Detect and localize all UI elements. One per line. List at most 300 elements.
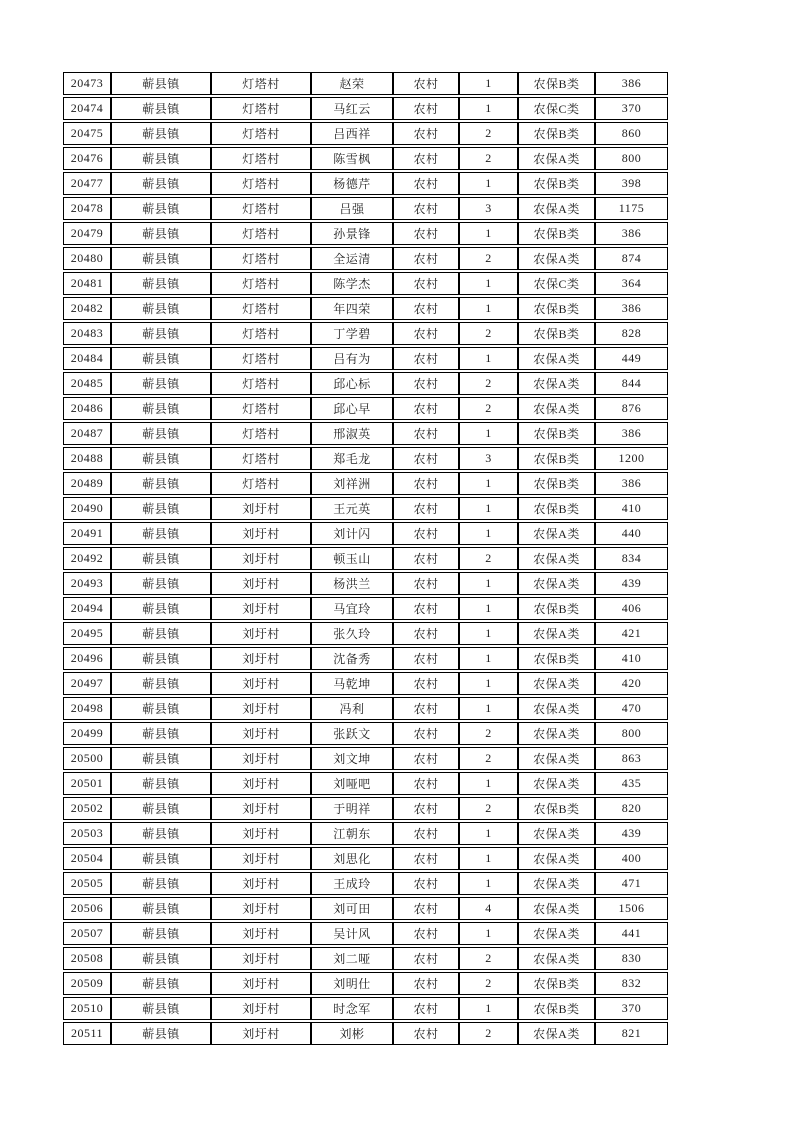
table-row	[63, 697, 668, 720]
cell-person-count: 1	[459, 497, 518, 520]
cell-insurance-category: 农保C类	[518, 97, 595, 120]
cell-residence-type: 农村	[393, 572, 459, 595]
cell-serial-number: 20504	[63, 847, 111, 870]
cell-serial-number: 20486	[63, 397, 111, 420]
table-row	[63, 1022, 668, 1045]
cell-insurance-category: 农保A类	[518, 697, 595, 720]
cell-amount: 832	[595, 972, 668, 995]
cell-person-name: 冯利	[311, 697, 393, 720]
cell-serial-number: 20496	[63, 647, 111, 670]
cell-town: 蕲县镇	[111, 372, 211, 395]
cell-amount: 471	[595, 872, 668, 895]
cell-insurance-category: 农保A类	[518, 672, 595, 695]
cell-village: 刘圩村	[211, 697, 311, 720]
cell-serial-number: 20477	[63, 172, 111, 195]
cell-village: 灯塔村	[211, 72, 311, 95]
cell-person-count: 1	[459, 272, 518, 295]
cell-village: 灯塔村	[211, 347, 311, 370]
cell-village: 刘圩村	[211, 922, 311, 945]
cell-residence-type: 农村	[393, 472, 459, 495]
cell-town: 蕲县镇	[111, 547, 211, 570]
cell-residence-type: 农村	[393, 697, 459, 720]
cell-person-name: 王成玲	[311, 872, 393, 895]
cell-person-name: 刘二哑	[311, 947, 393, 970]
cell-town: 蕲县镇	[111, 147, 211, 170]
cell-town: 蕲县镇	[111, 572, 211, 595]
cell-residence-type: 农村	[393, 897, 459, 920]
table-row	[63, 272, 668, 295]
cell-town: 蕲县镇	[111, 722, 211, 745]
cell-person-count: 2	[459, 322, 518, 345]
cell-residence-type: 农村	[393, 872, 459, 895]
cell-person-name: 吕西祥	[311, 122, 393, 145]
cell-person-name: 刘计闪	[311, 522, 393, 545]
cell-village: 灯塔村	[211, 147, 311, 170]
cell-village: 灯塔村	[211, 322, 311, 345]
cell-serial-number: 20483	[63, 322, 111, 345]
table-row	[63, 622, 668, 645]
cell-amount: 863	[595, 747, 668, 770]
table-row	[63, 397, 668, 420]
cell-serial-number: 20487	[63, 422, 111, 445]
cell-serial-number: 20505	[63, 872, 111, 895]
cell-village: 灯塔村	[211, 122, 311, 145]
cell-town: 蕲县镇	[111, 972, 211, 995]
cell-town: 蕲县镇	[111, 522, 211, 545]
cell-person-count: 1	[459, 472, 518, 495]
cell-village: 灯塔村	[211, 372, 311, 395]
cell-person-count: 2	[459, 947, 518, 970]
table-row	[63, 547, 668, 570]
cell-village: 刘圩村	[211, 822, 311, 845]
cell-insurance-category: 农保A类	[518, 747, 595, 770]
cell-village: 刘圩村	[211, 997, 311, 1020]
cell-person-count: 1	[459, 997, 518, 1020]
cell-amount: 410	[595, 647, 668, 670]
cell-serial-number: 20501	[63, 772, 111, 795]
cell-insurance-category: 农保A类	[518, 247, 595, 270]
cell-person-name: 邱心早	[311, 397, 393, 420]
cell-person-name: 吕强	[311, 197, 393, 220]
cell-town: 蕲县镇	[111, 647, 211, 670]
cell-town: 蕲县镇	[111, 447, 211, 470]
cell-insurance-category: 农保B类	[518, 322, 595, 345]
cell-town: 蕲县镇	[111, 1022, 211, 1045]
cell-person-count: 2	[459, 972, 518, 995]
cell-residence-type: 农村	[393, 147, 459, 170]
cell-person-count: 1	[459, 622, 518, 645]
cell-person-name: 陈雪枫	[311, 147, 393, 170]
cell-person-count: 1	[459, 597, 518, 620]
cell-residence-type: 农村	[393, 672, 459, 695]
cell-amount: 400	[595, 847, 668, 870]
table-row	[63, 722, 668, 745]
cell-serial-number: 20503	[63, 822, 111, 845]
cell-person-name: 张跃文	[311, 722, 393, 745]
cell-village: 刘圩村	[211, 797, 311, 820]
cell-town: 蕲县镇	[111, 897, 211, 920]
cell-village: 灯塔村	[211, 297, 311, 320]
table-row	[63, 772, 668, 795]
cell-village: 灯塔村	[211, 172, 311, 195]
cell-village: 灯塔村	[211, 272, 311, 295]
cell-village: 刘圩村	[211, 647, 311, 670]
cell-person-count: 1	[459, 222, 518, 245]
cell-serial-number: 20476	[63, 147, 111, 170]
cell-person-name: 吴计风	[311, 922, 393, 945]
cell-insurance-category: 农保B类	[518, 172, 595, 195]
cell-residence-type: 农村	[393, 347, 459, 370]
cell-amount: 441	[595, 922, 668, 945]
cell-village: 刘圩村	[211, 847, 311, 870]
table-row	[63, 822, 668, 845]
cell-residence-type: 农村	[393, 197, 459, 220]
cell-person-name: 孙景锋	[311, 222, 393, 245]
cell-amount: 406	[595, 597, 668, 620]
cell-town: 蕲县镇	[111, 247, 211, 270]
cell-person-count: 1	[459, 772, 518, 795]
table-row	[63, 997, 668, 1020]
cell-person-name: 邢淑英	[311, 422, 393, 445]
cell-person-name: 刘哑吧	[311, 772, 393, 795]
cell-person-count: 1	[459, 847, 518, 870]
cell-residence-type: 农村	[393, 1022, 459, 1045]
cell-amount: 834	[595, 547, 668, 570]
cell-person-count: 3	[459, 197, 518, 220]
cell-person-name: 顿玉山	[311, 547, 393, 570]
cell-person-name: 江朝东	[311, 822, 393, 845]
cell-residence-type: 农村	[393, 397, 459, 420]
table-row	[63, 97, 668, 120]
cell-insurance-category: 农保B类	[518, 222, 595, 245]
cell-town: 蕲县镇	[111, 347, 211, 370]
cell-village: 灯塔村	[211, 197, 311, 220]
cell-residence-type: 农村	[393, 522, 459, 545]
cell-residence-type: 农村	[393, 822, 459, 845]
cell-serial-number: 20502	[63, 797, 111, 820]
cell-person-count: 1	[459, 697, 518, 720]
cell-town: 蕲县镇	[111, 97, 211, 120]
cell-insurance-category: 农保A类	[518, 397, 595, 420]
cell-person-count: 2	[459, 547, 518, 570]
cell-insurance-category: 农保A类	[518, 722, 595, 745]
cell-person-name: 刘可田	[311, 897, 393, 920]
cell-insurance-category: 农保A类	[518, 822, 595, 845]
cell-amount: 420	[595, 672, 668, 695]
cell-amount: 820	[595, 797, 668, 820]
cell-serial-number: 20507	[63, 922, 111, 945]
cell-amount: 830	[595, 947, 668, 970]
cell-person-count: 1	[459, 822, 518, 845]
cell-insurance-category: 农保C类	[518, 272, 595, 295]
cell-town: 蕲县镇	[111, 847, 211, 870]
cell-amount: 449	[595, 347, 668, 370]
cell-person-count: 2	[459, 747, 518, 770]
cell-person-name: 年四荣	[311, 297, 393, 320]
cell-residence-type: 农村	[393, 97, 459, 120]
cell-insurance-category: 农保B类	[518, 297, 595, 320]
cell-residence-type: 农村	[393, 247, 459, 270]
cell-person-count: 2	[459, 797, 518, 820]
cell-serial-number: 20488	[63, 447, 111, 470]
cell-serial-number: 20499	[63, 722, 111, 745]
cell-village: 刘圩村	[211, 747, 311, 770]
cell-insurance-category: 农保A类	[518, 872, 595, 895]
cell-person-name: 刘祥洲	[311, 472, 393, 495]
cell-village: 灯塔村	[211, 247, 311, 270]
cell-person-name: 马宜玲	[311, 597, 393, 620]
cell-amount: 386	[595, 297, 668, 320]
cell-town: 蕲县镇	[111, 697, 211, 720]
cell-serial-number: 20510	[63, 997, 111, 1020]
cell-town: 蕲县镇	[111, 397, 211, 420]
cell-town: 蕲县镇	[111, 222, 211, 245]
cell-insurance-category: 农保B类	[518, 997, 595, 1020]
cell-serial-number: 20506	[63, 897, 111, 920]
cell-amount: 828	[595, 322, 668, 345]
cell-residence-type: 农村	[393, 797, 459, 820]
cell-residence-type: 农村	[393, 772, 459, 795]
table-row	[63, 297, 668, 320]
cell-insurance-category: 农保A类	[518, 197, 595, 220]
cell-person-count: 1	[459, 297, 518, 320]
cell-person-count: 2	[459, 247, 518, 270]
cell-village: 灯塔村	[211, 222, 311, 245]
cell-amount: 386	[595, 472, 668, 495]
cell-insurance-category: 农保A类	[518, 1022, 595, 1045]
cell-town: 蕲县镇	[111, 997, 211, 1020]
cell-amount: 874	[595, 247, 668, 270]
cell-serial-number: 20495	[63, 622, 111, 645]
cell-serial-number: 20493	[63, 572, 111, 595]
cell-village: 刘圩村	[211, 972, 311, 995]
cell-serial-number: 20478	[63, 197, 111, 220]
cell-serial-number: 20474	[63, 97, 111, 120]
cell-town: 蕲县镇	[111, 872, 211, 895]
cell-residence-type: 农村	[393, 422, 459, 445]
cell-town: 蕲县镇	[111, 747, 211, 770]
cell-person-count: 1	[459, 422, 518, 445]
cell-insurance-category: 农保B类	[518, 497, 595, 520]
cell-person-name: 张久玲	[311, 622, 393, 645]
cell-residence-type: 农村	[393, 172, 459, 195]
cell-insurance-category: 农保A类	[518, 922, 595, 945]
cell-amount: 1175	[595, 197, 668, 220]
table-row	[63, 247, 668, 270]
table-row	[63, 222, 668, 245]
cell-amount: 435	[595, 772, 668, 795]
table-row	[63, 647, 668, 670]
cell-village: 刘圩村	[211, 897, 311, 920]
table-row	[63, 922, 668, 945]
cell-residence-type: 农村	[393, 122, 459, 145]
cell-town: 蕲县镇	[111, 822, 211, 845]
cell-town: 蕲县镇	[111, 422, 211, 445]
cell-insurance-category: 农保A类	[518, 147, 595, 170]
cell-village: 刘圩村	[211, 672, 311, 695]
table-row	[63, 847, 668, 870]
cell-residence-type: 农村	[393, 222, 459, 245]
cell-amount: 1506	[595, 897, 668, 920]
cell-insurance-category: 农保B类	[518, 447, 595, 470]
table-row	[63, 497, 668, 520]
cell-village: 灯塔村	[211, 447, 311, 470]
cell-person-count: 1	[459, 172, 518, 195]
cell-amount: 470	[595, 697, 668, 720]
cell-residence-type: 农村	[393, 747, 459, 770]
cell-insurance-category: 农保B类	[518, 972, 595, 995]
cell-person-name: 王元英	[311, 497, 393, 520]
cell-person-name: 刘思化	[311, 847, 393, 870]
cell-town: 蕲县镇	[111, 272, 211, 295]
cell-person-name: 赵荣	[311, 72, 393, 95]
cell-amount: 800	[595, 147, 668, 170]
table-row	[63, 197, 668, 220]
cell-person-name: 刘明仕	[311, 972, 393, 995]
cell-town: 蕲县镇	[111, 472, 211, 495]
cell-town: 蕲县镇	[111, 597, 211, 620]
table-row	[63, 522, 668, 545]
cell-person-name: 杨德芹	[311, 172, 393, 195]
cell-residence-type: 农村	[393, 372, 459, 395]
cell-person-name: 吕有为	[311, 347, 393, 370]
cell-amount: 844	[595, 372, 668, 395]
cell-village: 刘圩村	[211, 522, 311, 545]
cell-person-count: 1	[459, 347, 518, 370]
cell-town: 蕲县镇	[111, 172, 211, 195]
cell-insurance-category: 农保A类	[518, 947, 595, 970]
cell-person-count: 1	[459, 922, 518, 945]
cell-insurance-category: 农保A类	[518, 372, 595, 395]
table-row	[63, 947, 668, 970]
cell-insurance-category: 农保B类	[518, 72, 595, 95]
cell-insurance-category: 农保B类	[518, 597, 595, 620]
cell-village: 刘圩村	[211, 497, 311, 520]
cell-person-count: 1	[459, 522, 518, 545]
cell-person-count: 1	[459, 672, 518, 695]
cell-village: 刘圩村	[211, 947, 311, 970]
cell-amount: 800	[595, 722, 668, 745]
table-row	[63, 672, 668, 695]
cell-serial-number: 20494	[63, 597, 111, 620]
cell-serial-number: 20511	[63, 1022, 111, 1045]
cell-amount: 821	[595, 1022, 668, 1045]
cell-person-count: 1	[459, 647, 518, 670]
table-body	[63, 72, 668, 1045]
cell-insurance-category: 农保A类	[518, 622, 595, 645]
cell-insurance-category: 农保B类	[518, 797, 595, 820]
cell-residence-type: 农村	[393, 922, 459, 945]
cell-serial-number: 20497	[63, 672, 111, 695]
cell-residence-type: 农村	[393, 947, 459, 970]
table-row	[63, 447, 668, 470]
cell-person-count: 2	[459, 122, 518, 145]
cell-residence-type: 农村	[393, 647, 459, 670]
cell-amount: 386	[595, 422, 668, 445]
table-row	[63, 347, 668, 370]
cell-amount: 439	[595, 822, 668, 845]
cell-town: 蕲县镇	[111, 772, 211, 795]
cell-village: 灯塔村	[211, 472, 311, 495]
cell-town: 蕲县镇	[111, 122, 211, 145]
cell-insurance-category: 农保A类	[518, 547, 595, 570]
cell-person-count: 3	[459, 447, 518, 470]
table-row	[63, 747, 668, 770]
cell-amount: 410	[595, 497, 668, 520]
cell-amount: 398	[595, 172, 668, 195]
cell-insurance-category: 农保B类	[518, 472, 595, 495]
table-row	[63, 372, 668, 395]
cell-village: 灯塔村	[211, 397, 311, 420]
cell-village: 刘圩村	[211, 547, 311, 570]
cell-person-name: 郑毛龙	[311, 447, 393, 470]
cell-residence-type: 农村	[393, 622, 459, 645]
cell-person-count: 2	[459, 372, 518, 395]
cell-person-name: 沈备秀	[311, 647, 393, 670]
cell-town: 蕲县镇	[111, 197, 211, 220]
table-row	[63, 122, 668, 145]
table-row	[63, 897, 668, 920]
cell-residence-type: 农村	[393, 272, 459, 295]
cell-serial-number: 20480	[63, 247, 111, 270]
cell-amount: 876	[595, 397, 668, 420]
cell-serial-number: 20475	[63, 122, 111, 145]
cell-person-count: 2	[459, 1022, 518, 1045]
cell-serial-number: 20509	[63, 972, 111, 995]
cell-serial-number: 20489	[63, 472, 111, 495]
cell-insurance-category: 农保B类	[518, 122, 595, 145]
cell-town: 蕲县镇	[111, 297, 211, 320]
cell-serial-number: 20473	[63, 72, 111, 95]
table-row	[63, 597, 668, 620]
cell-village: 刘圩村	[211, 572, 311, 595]
cell-serial-number: 20485	[63, 372, 111, 395]
cell-person-name: 陈学杰	[311, 272, 393, 295]
cell-person-name: 邱心标	[311, 372, 393, 395]
cell-serial-number: 20498	[63, 697, 111, 720]
cell-person-count: 2	[459, 397, 518, 420]
cell-person-name: 马乾坤	[311, 672, 393, 695]
cell-serial-number: 20491	[63, 522, 111, 545]
cell-insurance-category: 农保B类	[518, 647, 595, 670]
cell-person-count: 1	[459, 97, 518, 120]
cell-town: 蕲县镇	[111, 797, 211, 820]
cell-person-name: 刘文坤	[311, 747, 393, 770]
cell-insurance-category: 农保B类	[518, 422, 595, 445]
cell-person-name: 时念军	[311, 997, 393, 1020]
cell-village: 刘圩村	[211, 722, 311, 745]
cell-residence-type: 农村	[393, 447, 459, 470]
cell-amount: 386	[595, 222, 668, 245]
cell-insurance-category: 农保A类	[518, 897, 595, 920]
cell-residence-type: 农村	[393, 322, 459, 345]
cell-serial-number: 20484	[63, 347, 111, 370]
cell-town: 蕲县镇	[111, 947, 211, 970]
cell-residence-type: 农村	[393, 722, 459, 745]
cell-town: 蕲县镇	[111, 322, 211, 345]
cell-residence-type: 农村	[393, 847, 459, 870]
cell-person-count: 2	[459, 147, 518, 170]
cell-serial-number: 20492	[63, 547, 111, 570]
cell-serial-number: 20481	[63, 272, 111, 295]
cell-amount: 364	[595, 272, 668, 295]
cell-town: 蕲县镇	[111, 922, 211, 945]
cell-serial-number: 20482	[63, 297, 111, 320]
cell-village: 灯塔村	[211, 422, 311, 445]
cell-town: 蕲县镇	[111, 672, 211, 695]
cell-person-count: 1	[459, 872, 518, 895]
cell-serial-number: 20479	[63, 222, 111, 245]
